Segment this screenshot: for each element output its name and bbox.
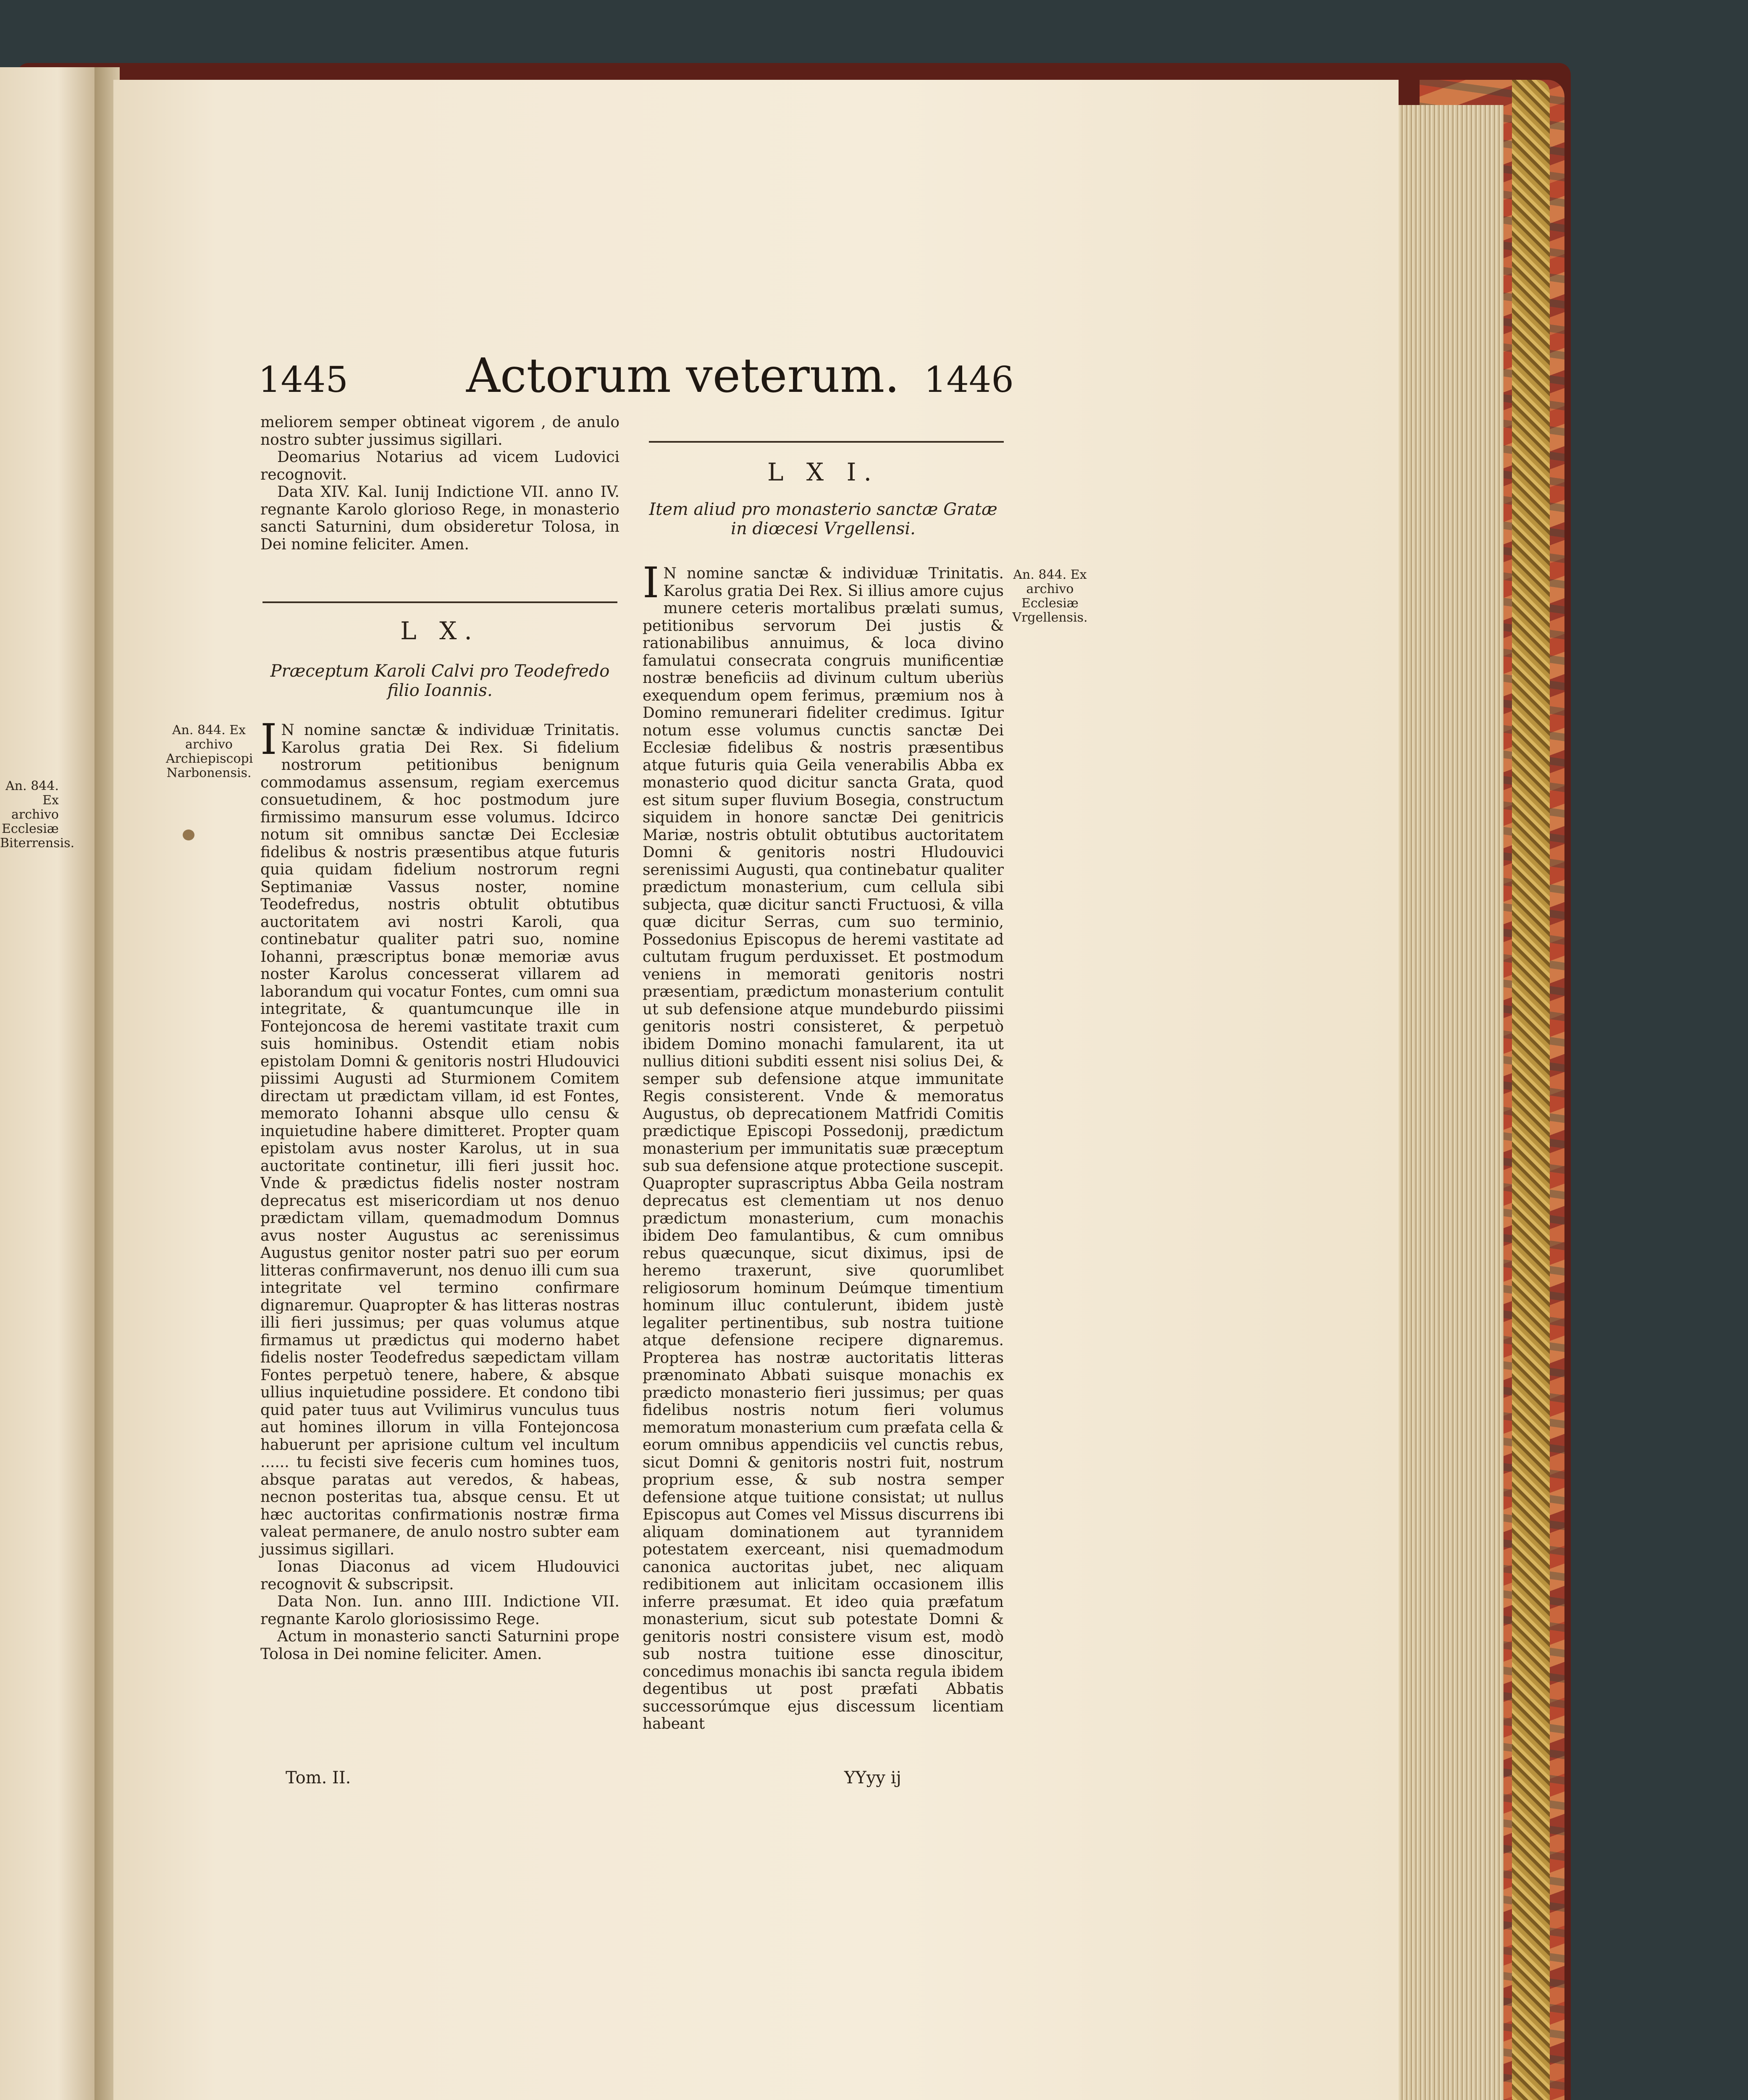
text-line: meliorem semper obtineat vigorem , de anulo nostro subter jussimus sigillari.	[260, 414, 619, 449]
body-text: N nomine sanctæ & individuæ Trinitatis. Karolus gratia Dei Rex. Si fidelium nostrorum petitionibus benignum commodamus assensum, regiam exercemus consuetudinem, & hoc postmodum jure firmissimo mansurum esse volumus. Idcirco notum sit omnibus sanctæ Dei Ecclesiæ fidelibus & nostris præsentibus atque futuris quia quidam fidelium nostrorum regni Septimaniæ Vassus noster, nomine Teodefredus, nostris obtulit obtutibus auctoritatem avi nostri Karoli, qua continebatur qualiter patri suo, nomine Iohanni, præscriptus bonæ memoriæ avus noster Karolus concesserat villarem ad laborandum qui vocatur Fontes, cum omni sua integritate, & quantumcunque ille in Fontejoncosa de heremi vastitate traxit cum suis hominibus. Ostendit etiam nobis epistolam Domni & genitoris nostri Hludouvici piissimi Augusti ad Sturmionem Comitem directam ut prædictam villam, id est Fontes, memorato Iohanni absque ullo censu & inquietudine habere dimitteret. Propter quam epistolam avus noster Karolus, ut in sua auctoritate continetur, illi fieri jussit hoc. Vnde & prædictus fidelis noster nostram deprecatus est misericordiam ut nos denuo prædictam villam, quemadmodum Domnus avus noster Augustus ac serenissimus Augustus genitor noster patri suo per eorum litteras confirmaverunt, nos denuo illi cum sua integritate vel termino confirmare dignaremur. Quapropter & has litteras nostras illi fieri jussimus; per quas volumus atque firmamus ut prædictus qui moderno habet fidelis noster Teodefredus sæpedictam villam Fontes perpetuò tenere, habere, & absque ullius inquietudine possidere. Et condono tibi quid pater tuus aut Vvilimirus vunculus tuus aut homines illorum in villa Fontejoncosa habuerunt per aprisione cultum vel incultum ...... tu fecisti sive feceris cum homines tuos, absque paratas aut veredos, & habeas, necnon posteritas tua, absque censu. Et ut hæc auctoritas confirmationis nostræ firma valeat permanere, de anulo nostro subter eam jussimus sigillari.	[260, 722, 619, 1558]
drop-capital: I	[260, 715, 277, 764]
text-line: Deomarius Notarius ad vicem Ludovici recognovit.	[260, 449, 619, 483]
page-number-left: 1445	[258, 359, 348, 400]
text-line: Data Non. Iun. anno IIII. Indictione VII. regnante Karolo gloriosissimo Rege.	[260, 1593, 619, 1628]
gilt-border	[1512, 80, 1550, 2100]
section-title: Præceptum Karoli Calvi pro Teodefredo filio Ioannis.	[270, 662, 610, 700]
left-page	[0, 67, 97, 2100]
body-text: N nomine sanctæ & individuæ Trinitatis. Karolus gratia Dei Rex. Si illius amore cujus munere ceteris mortalibus prælati sumus, petitionibus servorum Dei justis & rationabilibus annuimus, & loca divino famulatui consecrata congruis munificentiæ nostræ beneficiis ad divinum cultum uberiùs exequendum opem ferimus, præmium nos à Domino remunerari fideliter credimus. Igitur notum esse volumus cunctis sanctæ Dei Ecclesiæ fidelibus & nostris præsentibus atque futuris quia Geila venerabilis Abba ex monasterio quod dicitur sancta Grata, quod est situm super fluvium Bosegia, constructum siquidem in honore sanctæ Dei genitricis Mariæ, nostris obtulit obtutibus auctoritatem Domni & genitoris nostri Hludouvici serenissimi Augusti, qua continebatur qualiter prædictum monasterium, cum cellula sibi subjecta, quæ dicitur sancti Fructuosi, & villa quæ dicitur Serras, cum suo terminio, Possedonius Episcopus de heremi vastitate ad cultutam frugum perduxisset. Et postmodum veniens in memorati genitoris nostri præsentiam, prædictum monasterium contulit ut sub defensione atque mundeburdo piissimi genitoris nostri consisteret, & perpetuò ibidem Domino monachi famularent, ita ut nullius ditioni subditi essent nisi solius Dei, & semper sub defensione atque immunitate Regis consisterent. Vnde & memoratus Augustus, ob deprecationem Matfridi Comitis prædictique Episcopi Possedonij, prædictum monasterium per immunitatis suæ præceptum sub sua defensione atque protectione suscepit. Quapropter suprascriptus Abba Geila nostram deprecatus est clementiam ut nos denuo prædictum monasterium, cum monachis ibidem Deo famulantibus, & cum omnibus rebus quæcunque, sicut diximus, ipsi de heremo traxerunt, sive quorumlibet religiosorum hominum Deúmque timentium hominum illuc contulerunt, ibidem justè legaliter pertinentibus, sub nostra tuitione atque defensione recipere dignaremus. Propterea has nostræ auctoritatis litteras prænominato Abbati suisque monachis ex prædicto monasterio fieri jussimus; per quas fidelibus nostris notum fieri volumus memoratum monasterium cum præfata cella & eorum omnibus appendiciis vel cunctis rebus, sicut Domni & genitoris nostri fuit, nostrum proprium esse, & sub nostra semper defensione atque tuitione consistat; ut nullus Episcopus aut Comes vel Missus discurrens ibi aliquam dominationem aut tyrannidem potestatem exerceant, nisi quemadmodum canonica auctoritas jubet, nec aliquam redibitionem aut inlicitam occasionem illis inferre præsumat. Et ideo quia præfatum monasterium, sicut sub potestate Domni & genitoris nostri consistere visum est, modò sub nostra tuitione esse dinoscitur, concedimus monachis ibi sancta regula ibidem degentibus ut post præfati Abbatis successorúmque ejus discessum licentiam habeant	[643, 565, 1004, 1732]
page-block-edge	[1386, 105, 1504, 2100]
running-title: Actorum veterum.	[466, 349, 900, 403]
section-number: L X.	[400, 617, 480, 645]
section-title: Item aliud pro monasterio sanctæ Gratæ in diœcesi Vrgellensi.	[649, 500, 997, 538]
margin-note: An. 844. Ex archivo Archiepiscopi Narbonensis.	[166, 723, 253, 780]
paper-stain	[183, 830, 194, 840]
text-line: Actum in monasterio sancti Saturnini prope Tolosa in Dei nomine feliciter. Amen.	[260, 1628, 619, 1663]
text-line: Ionas Diaconus ad vicem Hludouvici recognovit & subscripsit.	[260, 1558, 619, 1593]
volume-footer: Tom. II.	[286, 1768, 351, 1788]
left-column-body	[260, 715, 619, 1663]
signature-mark: YYyy ij	[844, 1768, 901, 1788]
page-number-right: 1446	[924, 359, 1014, 400]
left-page-margin-note: An. 844. Ex archivo Ecclesiæ Biterrensis.	[0, 779, 75, 850]
drop-capital: I	[643, 558, 659, 607]
section-divider	[649, 441, 1004, 443]
right-column-body	[643, 558, 1004, 1733]
section-divider	[262, 601, 617, 603]
text-line: Data XIV. Kal. Iunij Indictione VII. anno IV. regnante Karolo glorioso Rege, in monasterio sancti Saturnini, dum obsideretur Tolosa, in Dei nomine feliciter. Amen.	[260, 483, 619, 553]
margin-note: An. 844. Ex archivo Ecclesiæ Vrgellensis.	[1012, 567, 1088, 625]
left-column-top	[260, 414, 619, 553]
section-number: L X I.	[767, 458, 879, 486]
